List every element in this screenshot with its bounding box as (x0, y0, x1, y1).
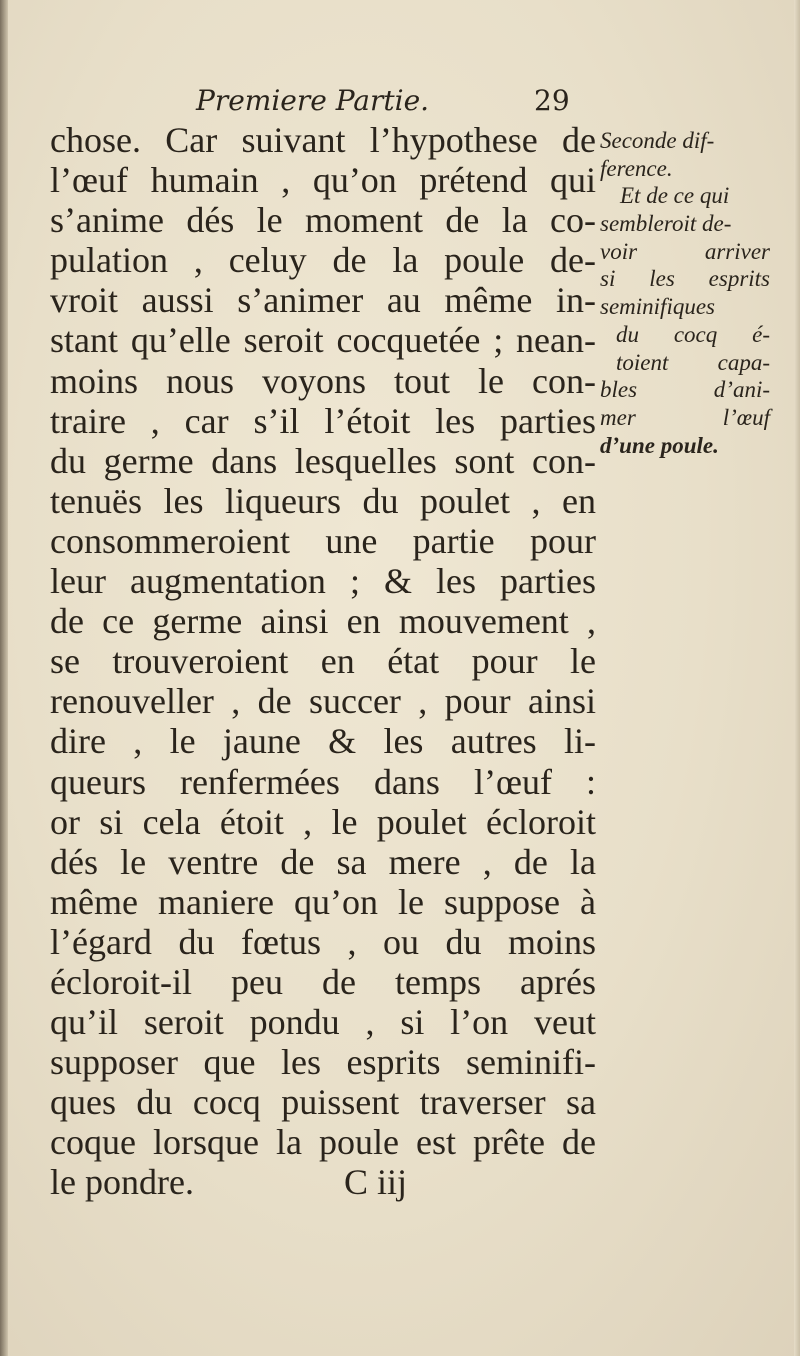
text-line: dire , le jaune & les autres li- (50, 721, 596, 762)
text-line: tenuës les liqueurs du poulet , en (50, 480, 596, 521)
text-line: leur augmentation ; & les parties (50, 561, 596, 602)
marginal-line: mer l’œuf (600, 404, 770, 430)
marginal-line: ference. (600, 155, 673, 181)
marginal-line: Et de ce qui (620, 183, 730, 209)
text-line: coque lorsque la poule est prête de (50, 1122, 596, 1163)
marginal-line: si les esprits (600, 266, 770, 292)
text-line: se trouveroient en état pour le (50, 641, 596, 682)
marginal-line: du cocq é- (616, 321, 770, 347)
page-number: 29 (534, 84, 570, 117)
text-line: pulation , celuy de la poule de- (50, 240, 596, 281)
page-header (196, 84, 596, 124)
marginal-line: bles d’ani- (600, 377, 770, 403)
text-line: du germe dans lesquelles sont con- (50, 440, 596, 481)
text-line: vroit aussi s’animer au même in- (50, 280, 596, 321)
marginal-line: Seconde dif- (600, 128, 715, 153)
last-line-text: le pondre. (50, 1162, 194, 1203)
text-line: renouveller , de succer , pour ainsi (50, 681, 596, 722)
text-line: l’égard du fœtus , ou du moins (50, 921, 596, 962)
marginal-line: sembleroit de- (600, 211, 732, 237)
text-line: même maniere qu’on le suppose à (50, 881, 596, 922)
signature-mark: C iij (343, 1162, 407, 1203)
text-line: or si cela étoit , le poulet écloroit (50, 801, 596, 842)
text-line: écloroit-il peu de temps aprés (50, 961, 596, 1002)
marginal-line: d’une poule. (600, 432, 719, 458)
text-line: moins nous voyons tout le con- (50, 360, 596, 401)
text-line: dés le ventre de sa mere , de la (50, 841, 596, 882)
text-line: queurs renfermées dans l’œuf : (50, 761, 596, 802)
main-text-block (50, 120, 596, 1203)
text-line: qu’il seroit pondu , si l’on veut (50, 1002, 596, 1043)
text-line: ques du cocq puissent traverser sa (50, 1082, 596, 1123)
text-line: traire , car s’il l’étoit les parties (50, 400, 596, 441)
text-line: chose. Car suivant l’hypothese de (50, 120, 596, 160)
marginal-line: toient capa- (616, 349, 770, 375)
text-line: de ce germe ainsi en mouvement , (50, 601, 596, 642)
text-line: supposer que les esprits seminifi- (50, 1042, 596, 1083)
text-line: stant qu’elle seroit cocquetée ; nean- (50, 320, 596, 361)
marginal-line: seminifiques (600, 294, 715, 320)
running-title: Premiere Partie. (196, 84, 430, 117)
last-text-line (50, 1162, 596, 1202)
marginal-note (600, 127, 770, 459)
page-gutter-shadow (0, 0, 8, 1356)
text-line: consommeroient une partie pour (50, 520, 596, 561)
marginal-line: voir arriver (600, 238, 770, 264)
page-edge (794, 0, 800, 1356)
text-line: s’anime dés le moment de la co- (50, 200, 596, 241)
text-line: l’œuf humain , qu’on prétend qui (50, 160, 596, 201)
